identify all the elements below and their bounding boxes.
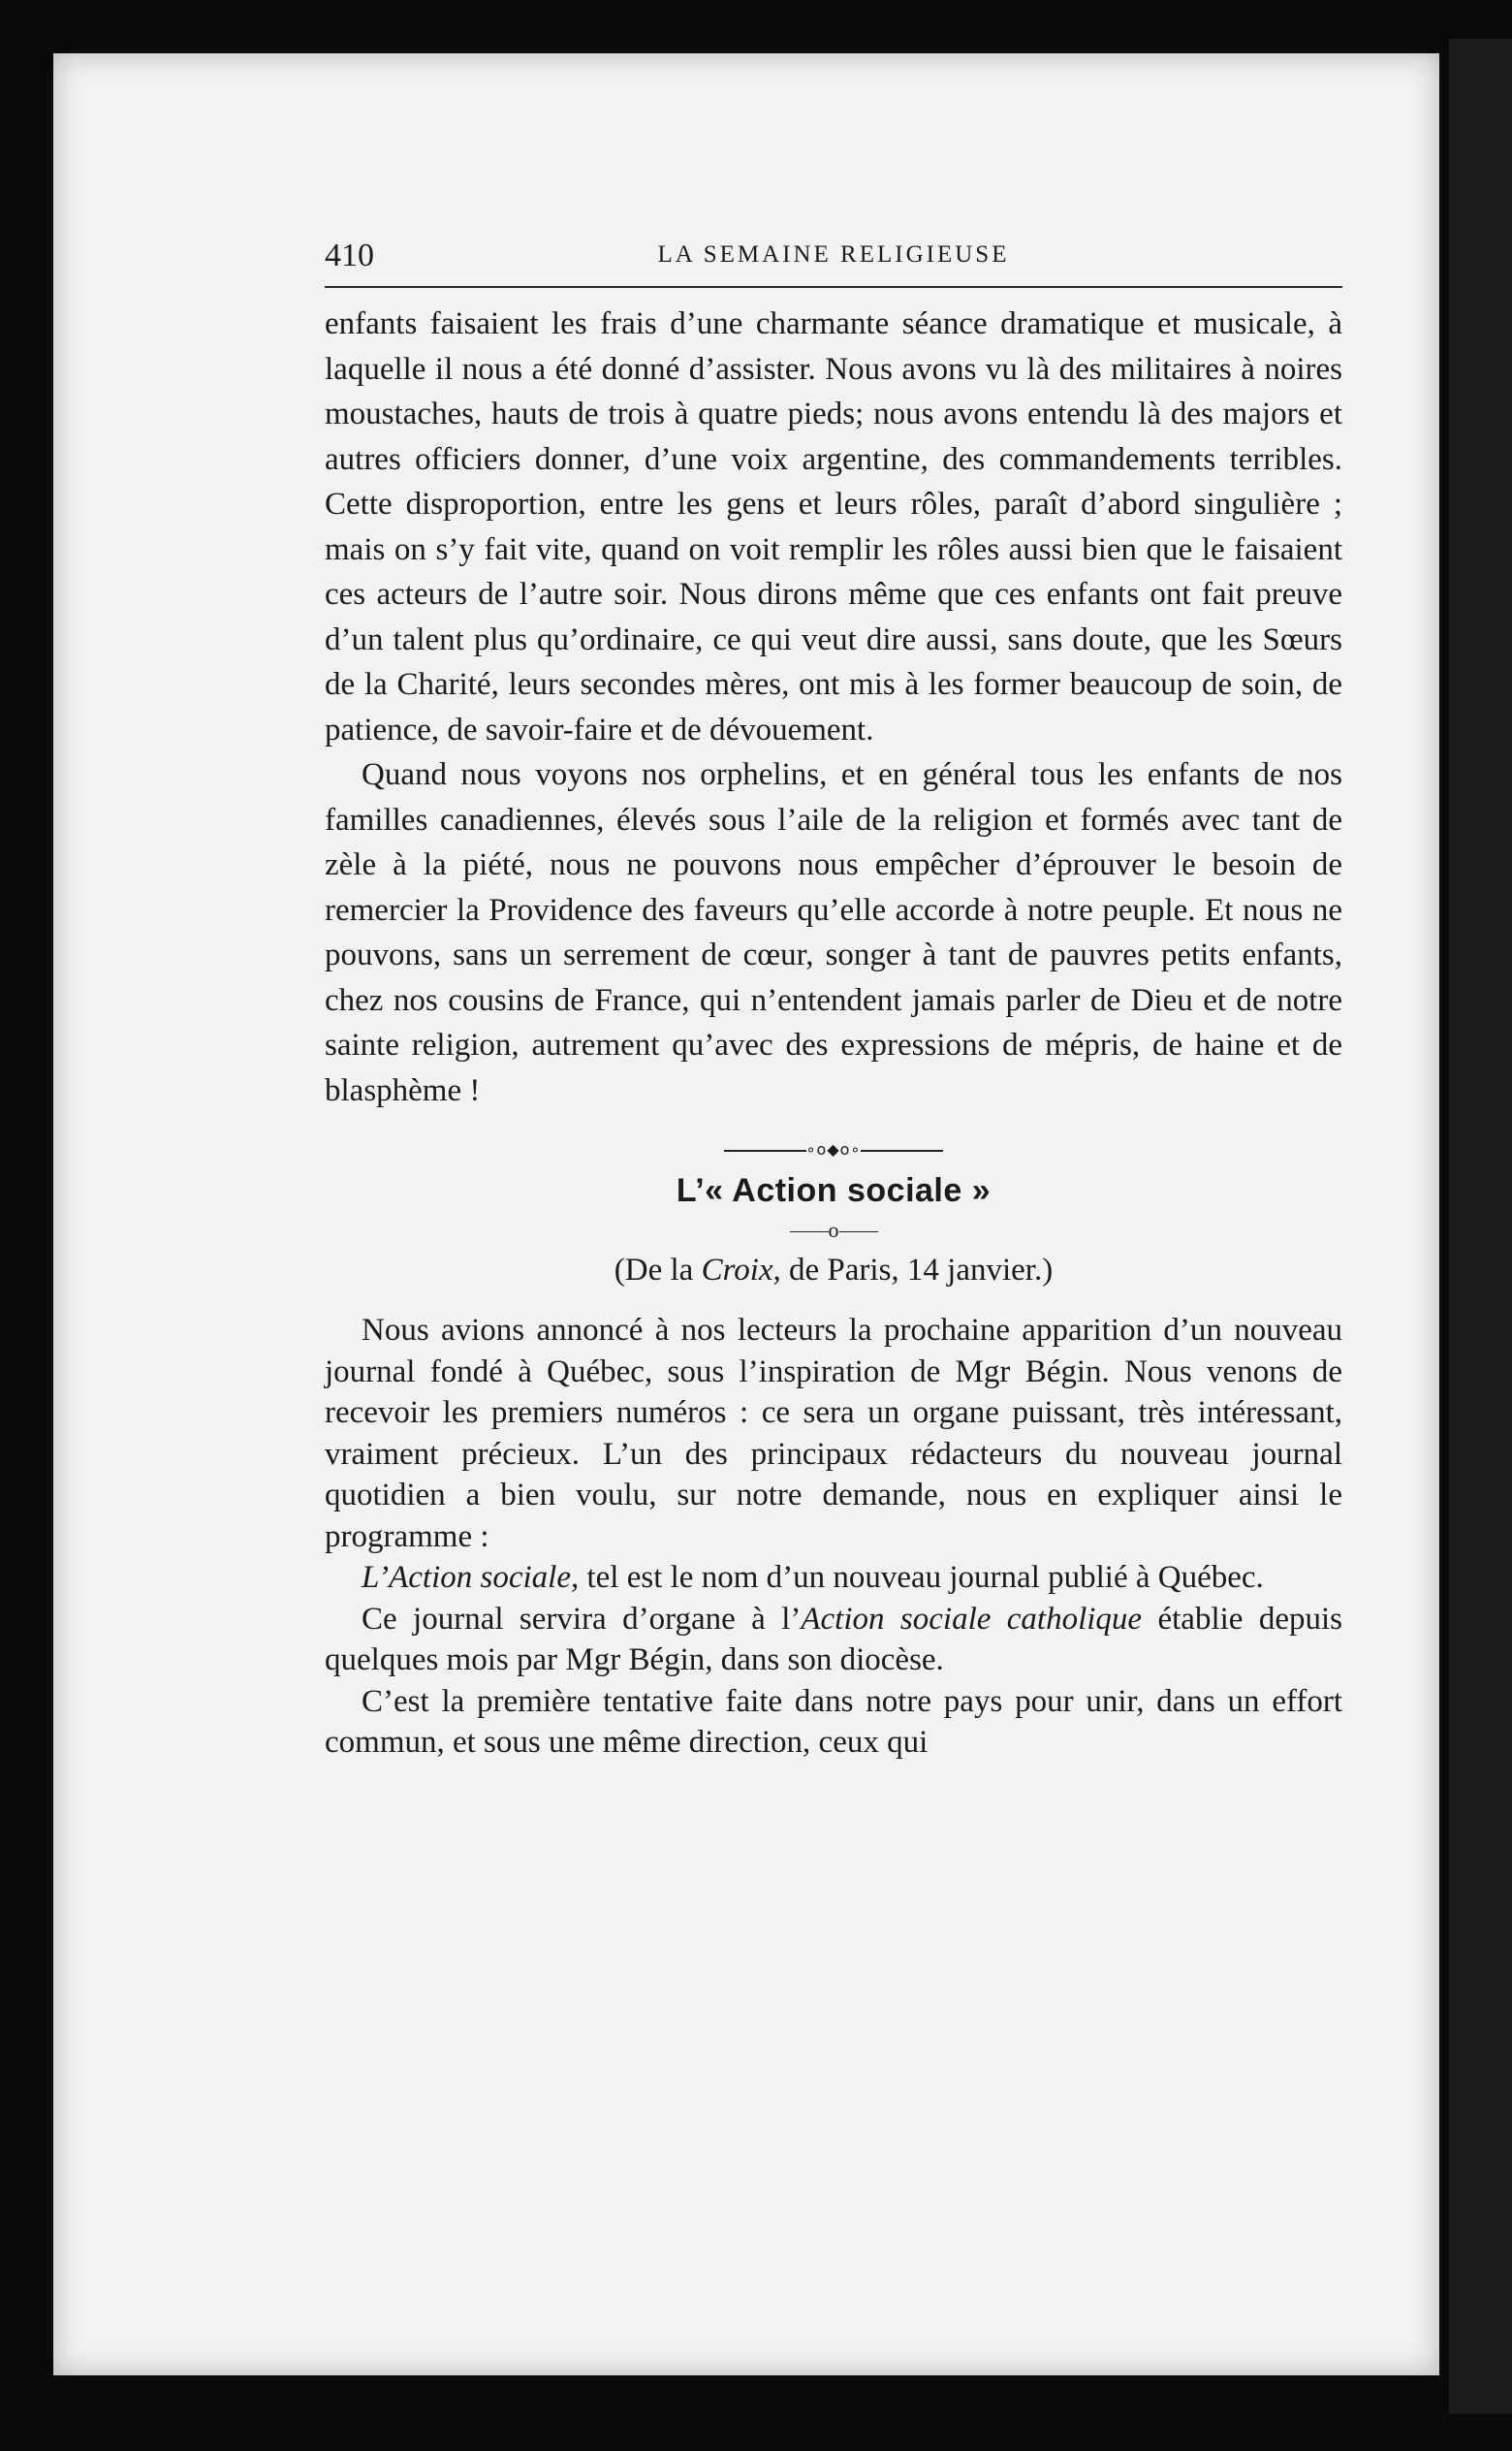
article-paragraph (325, 1557, 1342, 1599)
paragraph-text: établie depuis quelques mois par Mgr Bégin, dans son diocèse. (325, 1601, 1342, 1677)
page-number: 410 (325, 238, 374, 273)
article-paragraph (325, 1599, 1342, 1681)
source-suffix: de Paris, 14 janvier.) (780, 1253, 1054, 1288)
title-ornament (325, 1218, 1342, 1243)
article-source (325, 1253, 1342, 1289)
title-ornament-glyph: o (828, 1218, 839, 1242)
ornament-line-left (724, 1150, 806, 1152)
paragraph-text: tel est le nom d’un nouveau journal publié à Québec. (579, 1560, 1264, 1595)
page-content (325, 228, 1342, 1764)
scan-border (1449, 39, 1512, 2414)
article-title: L’« Action sociale » (676, 1172, 992, 1209)
document-page (53, 53, 1439, 2375)
body-text (325, 302, 1342, 1113)
article-paragraph: Nous avions annoncé à nos lecteurs la prochaine apparition d’un nouveau journal fondé à Québec, sous l’inspiration de Mgr Bégin. Nous venons de recevoir les premiers numéros : ce sera un organe puissant, très intéressant, vraiment précieux. L’un des principaux rédacteurs du nouveau journal quotidien a bien voulu, sur notre demande, nous en expliquer ainsi le programme : (325, 1313, 1342, 1554)
running-head: LA SEMAINE RELIGIEUSE (657, 241, 1010, 268)
journal-name: L’Action sociale, (362, 1560, 580, 1595)
ornament-glyph: ∘o◆o∘ (805, 1140, 862, 1159)
paragraph: enfants faisaient les frais d’une charmante séance dramatique et musicale, à laquelle il nous a été donné d’assister. Nous avons vu là des militaires à noires moustaches, hauts de trois à quatre pieds; nous avons entendu là des majors et autres officiers donner, d’une voix argentine, des commandements terribles. Cette disproportion, entre les gens et leurs rôles, paraît d’abord singulière ; mais on s’y fait vite, quand on voit remplir les rôles aussi bien que le faisaient ces acteurs de l’autre soir. Nous dirons même que ces enfants ont fait preuve d’un talent plus qu’ordinaire, ce qui veut dire aussi, sans doute, que les Sœurs de la Charité, leurs secondes mères, ont mis à les former beaucoup de soin, de patience, de savoir-faire et de dévouement. (325, 306, 1342, 748)
organization-name: Action sociale catholique (801, 1601, 1143, 1637)
article-paragraph: C’est la première tentative faite dans notre pays pour unir, dans un effort commun, et sous une même direction, ceux qui (325, 1683, 1342, 1760)
title-rule-right (839, 1231, 878, 1232)
ornament-line-right (861, 1150, 943, 1152)
page-header (325, 228, 1342, 288)
article (325, 1172, 1342, 1764)
source-publication: Croix, (701, 1253, 781, 1288)
paragraph: Quand nous voyons nos orphelins, et en général tous les enfants de nos familles canadiennes, élevés sous l’aile de la religion et formés avec tant de zèle à la piété, nous ne pouvons nous empêcher d’éprouver le besoin de remercier la Providence des faveurs qu’elle accorde à notre peuple. Et nous ne pouvons, sans un serrement de cœur, songer à tant de pauvres petits enfants, chez nos cousins de France, qui n’entendent jamais parler de Dieu et de notre sainte religion, autrement qu’avec des expressions de mépris, de haine et de blasphème ! (325, 757, 1342, 1108)
paragraph-text: Ce journal servira d’organe à l’ (362, 1601, 802, 1637)
section-ornament (325, 1140, 1342, 1159)
title-rule-left (790, 1231, 829, 1232)
source-prefix: (De la (614, 1253, 702, 1288)
